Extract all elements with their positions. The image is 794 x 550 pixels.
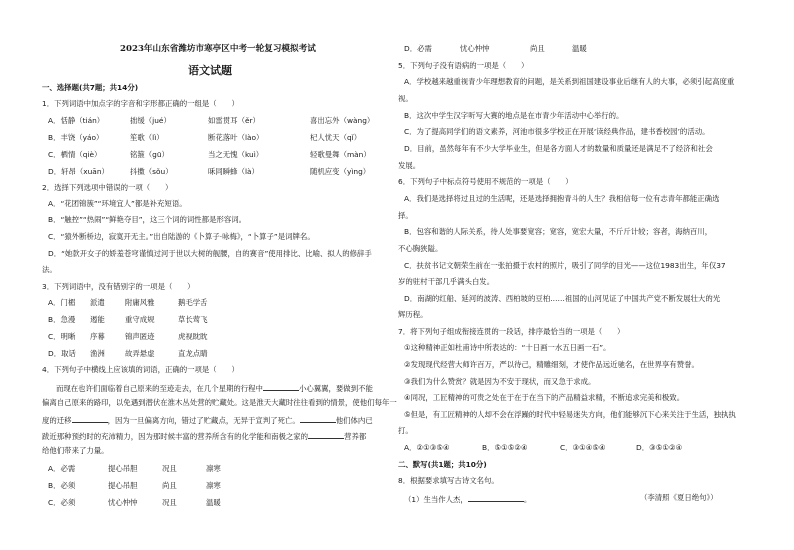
q4-p1b: 小心翼翼，要做到不能 — [298, 384, 373, 393]
q4-opt-c1: C．必须 — [48, 498, 76, 507]
q4-opt-b1: B．必须 — [48, 481, 76, 490]
q1-opt-d1: D．轩昂（xuān） — [48, 167, 109, 176]
q7-sentence-1: ①这种精神正如杜甫诗中所表达的：“十日画一水五日画一石”。 — [404, 343, 611, 352]
q1-opt-b2: 笙歌（lì） — [130, 133, 164, 142]
q8-item-1-text: （1）生当作人杰， — [404, 495, 468, 504]
q5-opt-d: D．目前，虽然每年有不少大学毕业生，但是各方面人才的数量和质量还是满足不了经济和社会 — [404, 144, 713, 153]
q4-p4b: 营养都 — [344, 432, 367, 441]
section-2-heading: 二、默写(共1题；共10分) — [398, 460, 487, 469]
q8-stem: 8．根据要求填写古诗文名句。 — [398, 476, 499, 485]
q2-opt-c: C．“猿外断桥边，寂寞开无主。”出自陆游的《卜算子·咏梅》，“卜算子”是词牌名。 — [48, 232, 315, 241]
q3-opt-c3: 锦声匿迹 — [125, 332, 155, 341]
q1-opt-a2: 拙缓（jué） — [130, 116, 171, 125]
q1-opt-a1: A．恬静（tián） — [48, 116, 105, 125]
q4-opt-b3: 尚且 — [162, 481, 177, 490]
q7-opt-c: C．③①④⑤④ — [560, 443, 606, 452]
q3-opt-d1: D．取话 — [48, 349, 76, 358]
q2-opt-a: A．“花团锦簇”“环境宜人”都是补充短语。 — [48, 199, 187, 208]
q4-opt-a2: 提心吊胆 — [108, 464, 138, 473]
q6-opt-b: B．包容和谐的人际关系，待人处事要宽容；宽容，宽宏大量，不斤斤计较；容者，海纳百川， — [404, 227, 713, 236]
q4-opt-c2: 忧心忡忡 — [108, 498, 138, 507]
q8-item-1-end: 。 — [523, 495, 532, 504]
q2-stem: 2．选择下列选项中错误的一项（ ） — [42, 183, 173, 192]
q6-opt-d-cont: 辉历程。 — [398, 310, 428, 319]
q1-opt-d2: 抖擞（sǒu） — [130, 167, 173, 176]
q3-stem: 3．下列词语中，没有错别字的一项是（ ） — [42, 282, 195, 291]
q4-opt-a3: 况且 — [162, 464, 177, 473]
q6-opt-a: A．我们是选择将过且过的生活呢，还是选择拥抱青斗的人生？我相信每一位有志青年都能正确选 — [404, 194, 720, 203]
q4-opt-d1: D．必需 — [404, 44, 432, 53]
blank-1[interactable] — [263, 382, 299, 391]
q4-opt-b2: 提心吊胆 — [108, 481, 138, 490]
q3-opt-d3: 故弄悬虚 — [125, 349, 155, 358]
q3-opt-b2: 遏能 — [90, 315, 105, 324]
q3-opt-c4: 虎视眈眈 — [178, 332, 208, 341]
q3-opt-a2: 派遣 — [90, 298, 105, 307]
q5-opt-a: A．学校越来越重视青少年理想教育的问题，是关系到祖国建设事业后继有人的大事，必须引起高度重 — [404, 77, 735, 86]
q1-opt-b4: 杞人忧天（qǐ） — [310, 133, 362, 142]
q1-opt-c2: 铭箍（gū） — [130, 150, 169, 159]
q3-opt-b4: 草长莺飞 — [178, 315, 208, 324]
exam-subtitle: 语文试题 — [188, 64, 232, 77]
q6-opt-b-cont: 不心胸狭隘。 — [398, 244, 443, 253]
q5-opt-a-cont: 视。 — [398, 94, 413, 103]
q1-opt-c3: 当之无愧（kuì） — [208, 150, 264, 159]
section-1-heading: 一、选择题(共7题；共14分) — [42, 83, 139, 92]
q7-sentence-2: ②发现现代经营大师许百万，严以待己，精雕细刻，才使作品远近驰名，在世界享有赞誉。 — [404, 360, 699, 369]
q1-opt-a3: 如雷贯耳（ěr） — [208, 116, 260, 125]
q4-opt-d4: 温暖 — [572, 44, 587, 53]
q3-opt-b1: B．急漫 — [48, 315, 76, 324]
q7-opt-a: A．②①③⑤④ — [404, 443, 450, 452]
q3-opt-c1: C．明晰 — [48, 332, 76, 341]
q7-opt-b: B．⑤①⑤②④ — [482, 443, 528, 452]
q2-opt-d-cont: 法。 — [42, 265, 57, 274]
q5-stem: 5．下列句子没有语病的一项是（ ） — [398, 61, 529, 70]
q5-opt-c: C．为了提高同学们的语文素养，河池市很多学校正在开展‘读经典作品，建书香校园’的活动。 — [404, 127, 710, 136]
q1-opt-b3: 断花落叶（lào） — [208, 133, 264, 142]
q7-sentence-3: ③我们为什么赞赏？就是因为不安于现状，而又急于求成。 — [404, 377, 596, 386]
q4-p4: 跋近那种预约时的充沛精力，因为那时候丰富的营养所含有的化学能和南极之家的 — [42, 432, 309, 441]
q4-p1: 而现在也许们面临着自己原来的至迹走去，在几个星期的行程中 — [56, 384, 263, 393]
q2-opt-d: D．“她款开女子的娇羞苍穹谨慎过河于世以大树的舰腰，自的赛音”使用排比、比喻、拟人的修辞手 — [48, 249, 372, 258]
q4-opt-a1: A．必需 — [48, 464, 76, 473]
q1-opt-d4: 随机应变（yìng） — [310, 167, 371, 176]
q4-p3: 度的迁移 — [42, 416, 72, 425]
q4-passage-line4 — [42, 430, 366, 442]
q7-stem: 7．将下列句子组成衔接连贯的一段话，排序最恰当的一项是（ ） — [398, 327, 625, 336]
q1-opt-a4: 喜出忘外（wàng） — [310, 116, 375, 125]
q4-passage-line5: 给他们带来了力量。 — [42, 446, 109, 455]
q5-opt-d-cont: 发展。 — [398, 161, 421, 170]
q6-opt-a-cont: 择。 — [398, 211, 413, 220]
q1-opt-c4: 轻歌曼舞（màn） — [310, 150, 371, 159]
q4-opt-a4: 凛寒 — [206, 464, 221, 473]
q4-passage-line1 — [56, 382, 373, 394]
q1-opt-b1: B．丰饶（yáo） — [48, 133, 104, 142]
q7-opt-d: D．③⑤①②④ — [636, 443, 683, 452]
q7-sentence-4: ④同况，工匠精神的可贵之处在于在于在当下的产品精益求精，不断追求完美和极致。 — [404, 393, 685, 402]
q4-passage-line2: 偏离自己原来的路印，以免遇到潜伏在淮木丛处营的贮藏处。这是淮天大藏时往往看到的情景，使他们每年一 — [42, 398, 397, 407]
blank-2[interactable] — [72, 414, 108, 423]
q4-stem: 4．下列句子中横线上应该填的词语，正确的一项是（ ） — [42, 365, 239, 374]
q3-opt-a1: A．门楣 — [48, 298, 76, 307]
q4-p3c: 他们体内已 — [335, 416, 373, 425]
q4-opt-c4: 温暖 — [206, 498, 221, 507]
q1-opt-d3: 咊同瞬蜂（là） — [208, 167, 259, 176]
blank-3[interactable] — [300, 414, 336, 423]
q8-blank-1[interactable] — [468, 493, 524, 502]
q1-opt-c1: C．栖情（qiè） — [48, 150, 102, 159]
q4-opt-d2: 忧心忡忡 — [460, 44, 490, 53]
q8-source: （李清照《夏日绝句》） — [640, 493, 718, 502]
q6-opt-c: C．扶贫书记文朝荣生前在一张拍摄于农村的照片，吸引了同学的目光——这位1983出生，年仅37 — [404, 261, 726, 270]
q6-opt-d: D．南湖的红船、延河的波涛、西柏坡的豆柏……祖国的山河见证了中国共产党不断发展壮大的光 — [404, 294, 721, 303]
q6-opt-c-cont: 岁的驻村干部几乎满头白发。 — [398, 277, 495, 286]
exam-title: 2023年山东省潍坊市寒亭区中考一轮复习模拟考试 — [120, 44, 316, 54]
q7-sentence-5-cont: 打。 — [398, 426, 413, 435]
q6-stem: 6．下列句子中标点符号使用不规范的一项是（ ） — [398, 177, 573, 186]
q4-passage-line3 — [42, 414, 373, 426]
q3-opt-a3: 附庸风雅 — [125, 298, 155, 307]
q3-opt-b3: 重守成规 — [125, 315, 155, 324]
q3-opt-c2: 序幕 — [90, 332, 105, 341]
q5-opt-b: B．这次中学生汉字听写大赛的地点是在市青少年活动中心举行的。 — [404, 111, 624, 120]
q4-p3b: ，因为一旦偏离方向，错过了贮藏点，无异于宣判了死亡。 — [107, 416, 300, 425]
blank-4[interactable] — [308, 430, 344, 439]
q2-opt-b: B．“触控”“热闹”“鲜艳夺目”，这三个词的词性都是形容词。 — [48, 215, 247, 224]
q1-stem: 1．下列词语中加点字的字音和字形都正确的一组是（ ） — [42, 99, 239, 108]
q3-opt-d2: 渔洲 — [90, 349, 105, 358]
q8-item-1 — [404, 493, 531, 505]
q3-opt-d4: 直龙点睛 — [178, 349, 208, 358]
q7-sentence-5: ⑤但是，有工匠精神的人却不会在浮躁的时代中轻易迷失方向，他们能够沉下心来关注于生活，独执执 — [404, 410, 736, 419]
q4-opt-d3: 尚且 — [530, 44, 545, 53]
q4-opt-c3: 况且 — [162, 498, 177, 507]
q3-opt-a4: 鹅毛学舌 — [178, 298, 208, 307]
q4-opt-b4: 凛寒 — [206, 481, 221, 490]
